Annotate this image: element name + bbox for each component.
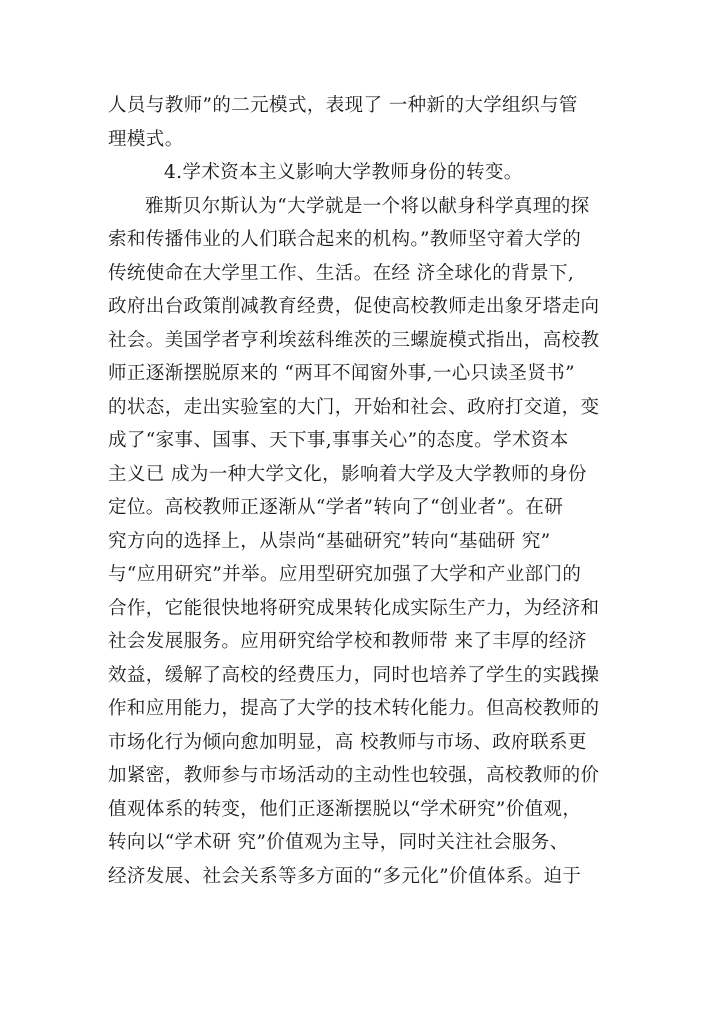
section-heading: 4.学术资本主义影响大学教师身份的转变。 — [164, 162, 523, 183]
text-line: 传统使命在大学里工作、生活。在经 济全球化的背景下, — [108, 262, 575, 284]
text-line: 成了“家事、国事、天下事,事事关心”的态度。学术资本 — [108, 430, 569, 451]
text-line: 政府出台政策削减教育经费，促使高校教师走出象牙塔走向 — [108, 296, 600, 317]
text-line: 经济发展、社会关系等多方面的“多元化”价值体系。迫于 — [108, 865, 582, 887]
text-line: 合作，它能很快地将研究成果转化成实际生产力，为经济和 — [108, 597, 600, 619]
text-line: 人员与教师”的二元模式，表现了 一种新的大学组织与管 — [108, 95, 578, 116]
text-line: 的状态，走出实验室的大门，开始和社会、政府打交道，变 — [108, 396, 600, 418]
text-line: 市场化行为倾向愈加明显，高 校教师与市场、政府联系更 — [108, 731, 587, 753]
text-line: 索和传播伟业的人们联合起来的机构。”教师坚守着大学的 — [108, 229, 582, 250]
text-line: 究方向的选择上，从崇尚“基础研究”转向“基础研 究” — [108, 530, 551, 552]
text-line: 作和应用能力，提高了大学的技术转化能力。但高校教师的 — [108, 698, 600, 719]
text-line: 转向以“学术研 究”价值观为主导，同时关注社会服务、 — [108, 832, 569, 853]
text-line: 效益，缓解了高校的经费压力，同时也培养了学生的实践操 — [108, 664, 600, 686]
text-line: 师正逐渐摆脱原来的 “两耳不闻窗外事,一心只读圣贤书” — [108, 363, 575, 384]
text-line: 值观体系的转变，他们正逐渐摆脱以“学术研究”价值观， — [108, 798, 582, 820]
body-text — [108, 89, 613, 893]
text-line: 与“应用研究”并举。应用型研究加强了大学和产业部门的 — [108, 564, 582, 585]
paragraph-first-line: 雅斯贝尔斯认为“大学就是一个将以献身科学真理的探 — [145, 195, 590, 217]
text-line: 主义已 成为一种大学文化，影响着大学及大学教师的身份 — [108, 463, 587, 485]
text-line: 社会发展服务。应用研究给学校和教师带 来了丰厚的经济 — [108, 631, 587, 652]
text-line: 加紧密，教师参与市场活动的主动性也较强，高校教师的价 — [108, 765, 600, 786]
text-line: 社会。美国学者亨利埃兹科维茨的三螺旋模式指出，高校教 — [108, 329, 600, 351]
text-line: 定位。高校教师正逐渐从“学者”转向了“创业者”。在研 — [108, 497, 564, 518]
text-line: 理模式。 — [108, 128, 184, 150]
